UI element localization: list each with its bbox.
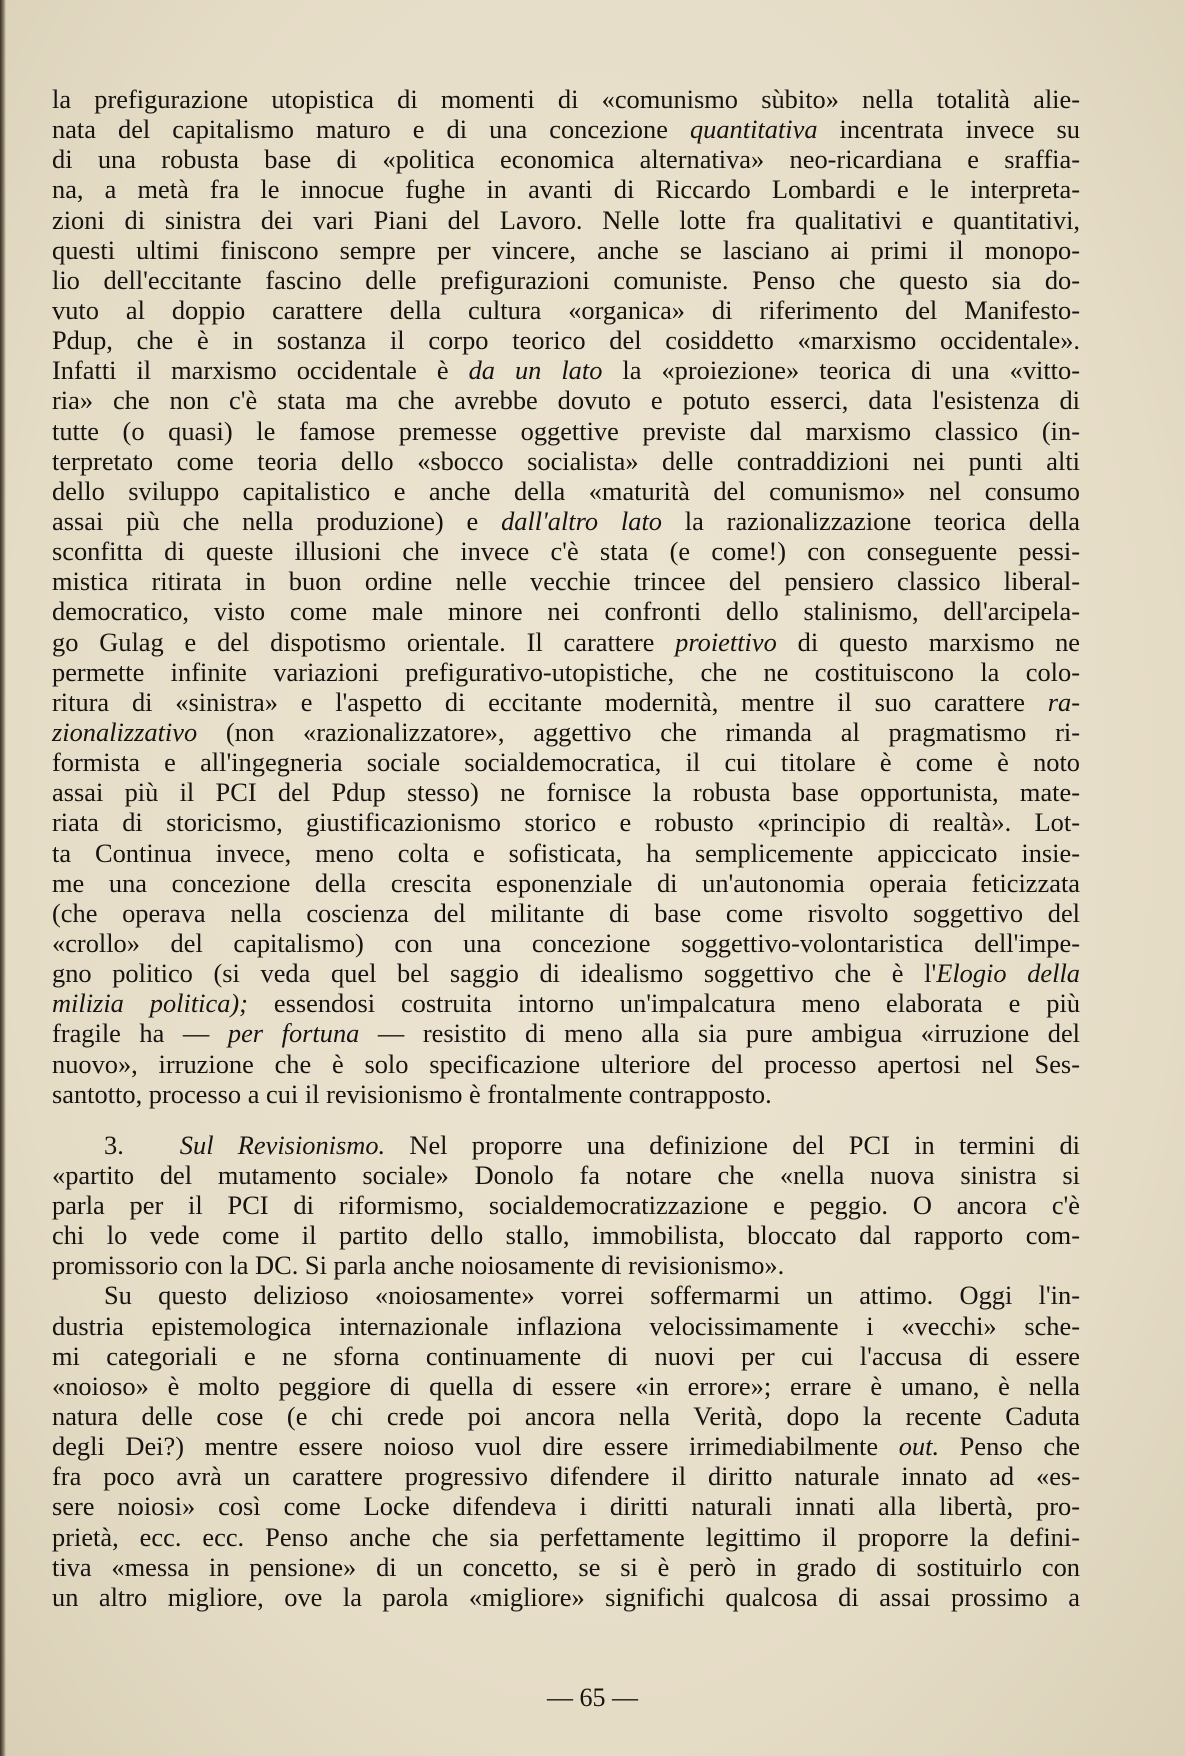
text-line: fragile ha — per fortuna — resistito di meno alla sia pure ambigua «irruzione del (52, 1018, 1080, 1049)
text-line: go Gulag e del dispotismo orientale. Il carattere proiettivo di questo marxismo ne (52, 626, 1080, 657)
section-gap (52, 1109, 1080, 1130)
text-line: prietà, ecc. ecc. Penso anche che sia perfettamente legittimo il proporre la defini- (52, 1521, 1080, 1552)
text-line: mistica ritirata in buon ordine nelle vecchie trincee del pensiero classico liberal- (52, 566, 1080, 597)
text-line: gno politico (si veda quel bel saggio di idealismo soggettivo che è l'Elogio della (52, 958, 1080, 989)
text-line: dustria epistemologica internazionale inflaziona velocissimamente i «vecchi» sche- (52, 1310, 1080, 1341)
section-heading: Sul Revisionismo. (179, 1129, 386, 1160)
text-line: degli Dei?) mentre essere noioso vuol dire essere irrimediabilmente out. Penso che (52, 1431, 1080, 1462)
paragraph-3 (52, 1280, 1080, 1612)
text-line: mi categoriali e ne sforna continuamente di nuovi per cui l'accusa di essere (52, 1340, 1080, 1371)
text-line: zionalizzativo (non «razionalizzatore», aggettivo che rimanda al pragmatismo ri- (52, 716, 1080, 747)
text-line: Pdup, che è in sostanza il corpo teorico del cosiddetto «marxismo occidentale». (52, 325, 1080, 356)
text-line: natura delle cose (e chi crede poi ancora nella Verità, dopo la recente Caduta (52, 1401, 1080, 1432)
text-line: zioni di sinistra dei vari Piani del Lavoro. Nelle lotte fra qualitativi e quantitativi, (52, 204, 1080, 235)
section-3-first-line (52, 1130, 1080, 1160)
text-line: Infatti il marxismo occidentale è da un lato la «proiezione» teorica di una «vitto- (52, 355, 1080, 386)
text-line: formista e all'ingegneria sociale socialdemocratica, il cui titolare è come è noto (52, 747, 1080, 778)
text-line: promissorio con la DC. Si parla anche noiosamente di revisionismo». (52, 1250, 785, 1281)
text-line: «crollo» del capitalismo) con una concezione soggettivo-volontaristica dell'impe- (52, 927, 1080, 958)
text-line: terpretato come teoria dello «sbocco socialista» delle contraddizioni nei punti alti (52, 445, 1080, 476)
text-line: di una robusta base di «politica economica alternativa» neo-ricardiana e sraffia- (52, 144, 1080, 175)
text-line: assai più il PCI del Pdup stesso) ne fornisce la robusta base opportunista, mate- (52, 777, 1080, 808)
text-line: milizia politica); essendosi costruita intorno un'impalcatura meno elaborata e più (52, 988, 1081, 1019)
page-number: — 65 — (547, 1683, 638, 1712)
text-line: sere noiosi» così come Locke difendeva i diritti naturali innati alla libertà, pro- (52, 1491, 1080, 1522)
text-line: tutte (o quasi) le famose premesse oggettive previste dal marxismo classico (in- (52, 415, 1080, 446)
text-line: santotto, processo a cui il revisionismo è frontalmente contrapposto. (52, 1078, 772, 1109)
text-line: assai più che nella produzione) e dall'altro lato la razionalizzazione teorica della (52, 505, 1080, 536)
section-first-line-text: Nel proporre una definizione del PCI in termini di (409, 1129, 1080, 1160)
text-line: la prefigurazione utopistica di momenti di «comunismo sùbito» nella totalità alie- (52, 84, 1080, 114)
text-line: fra poco avrà un carattere progressivo difendere il diritto naturale innato ad «es- (52, 1461, 1080, 1492)
text-line: ria» che non c'è stata ma che avrebbe dovuto e potuto esserci, data l'esistenza di (52, 385, 1080, 416)
text-line: lio dell'eccitante fascino delle prefigurazioni comuniste. Penso che questo sia do- (52, 264, 1080, 295)
text-line: democratico, visto come male minore nei confronti dello stalinismo, dell'arcipela- (52, 596, 1080, 627)
text-line: Su questo delizioso «noiosamente» vorrei soffermarmi un attimo. Oggi l'in- (104, 1280, 1080, 1311)
section-number: 3. (104, 1129, 124, 1160)
text-line: questi ultimi finiscono sempre per vincere, anche se lasciano ai primi il monopo- (52, 234, 1080, 265)
text-line: «partito del mutamento sociale» Donolo fa notare che «nella nuova sinistra si (52, 1159, 1080, 1190)
text-line: ta Continua invece, meno colta e sofisticata, ha semplicemente appiccicato insie- (52, 837, 1080, 868)
text-line: (che operava nella coscienza del militante di base come risvolto soggettivo del (52, 897, 1080, 928)
page-binding-edge (0, 0, 6, 1756)
text-line: chi lo vede come il partito dello stallo, immobilista, bloccato dal rapporto com- (52, 1220, 1080, 1251)
section-3-body (52, 1160, 1080, 1281)
text-line: nuovo», irruzione che è solo specificazione ulteriore del processo apertosi nel Ses- (52, 1048, 1080, 1079)
text-line: nata del capitalismo maturo e di una concezione quantitativa incentrata invece su (52, 114, 1080, 145)
text-line: sconfitta di queste illusioni che invece c'è stata (e come!) con conseguente pessi- (52, 536, 1080, 567)
body-text (52, 84, 1080, 1612)
text-line: na, a metà fra le innocue fughe in avanti di Riccardo Lombardi e le interpreta- (52, 174, 1080, 205)
text-line: vuto al doppio carattere della cultura «organica» di riferimento del Manifesto- (52, 294, 1080, 325)
text-line: dello sviluppo capitalistico e anche della «maturità del comunismo» nel consumo (52, 475, 1080, 506)
text-line: «noioso» è molto peggiore di quella di essere «in errore»; errare è umano, è nella (52, 1370, 1080, 1401)
text-line: me una concezione della crescita esponenziale di un'autonomia operaia feticizzata (52, 867, 1080, 898)
text-line: tiva «messa in pensione» di un concetto, se si è però in grado di sostituirlo con (52, 1551, 1080, 1582)
text-line: un altro migliore, ove la parola «migliore» significhi qualcosa di assai prossimo a (52, 1581, 1080, 1612)
paragraph-1 (52, 84, 1080, 1109)
text-line: ritura di «sinistra» e l'aspetto di eccitante modernità, mentre il suo carattere ra- (52, 686, 1080, 717)
text-line: permette infinite variazioni prefigurativo-utopistiche, che ne costituiscono la colo- (52, 656, 1080, 687)
text-line: riata di storicismo, giustificazionismo storico e robusto «principio di realtà». Lot- (52, 807, 1080, 838)
text-line: parla per il PCI di riformismo, socialdemocratizzazione e peggio. O ancora c'è (52, 1190, 1080, 1221)
